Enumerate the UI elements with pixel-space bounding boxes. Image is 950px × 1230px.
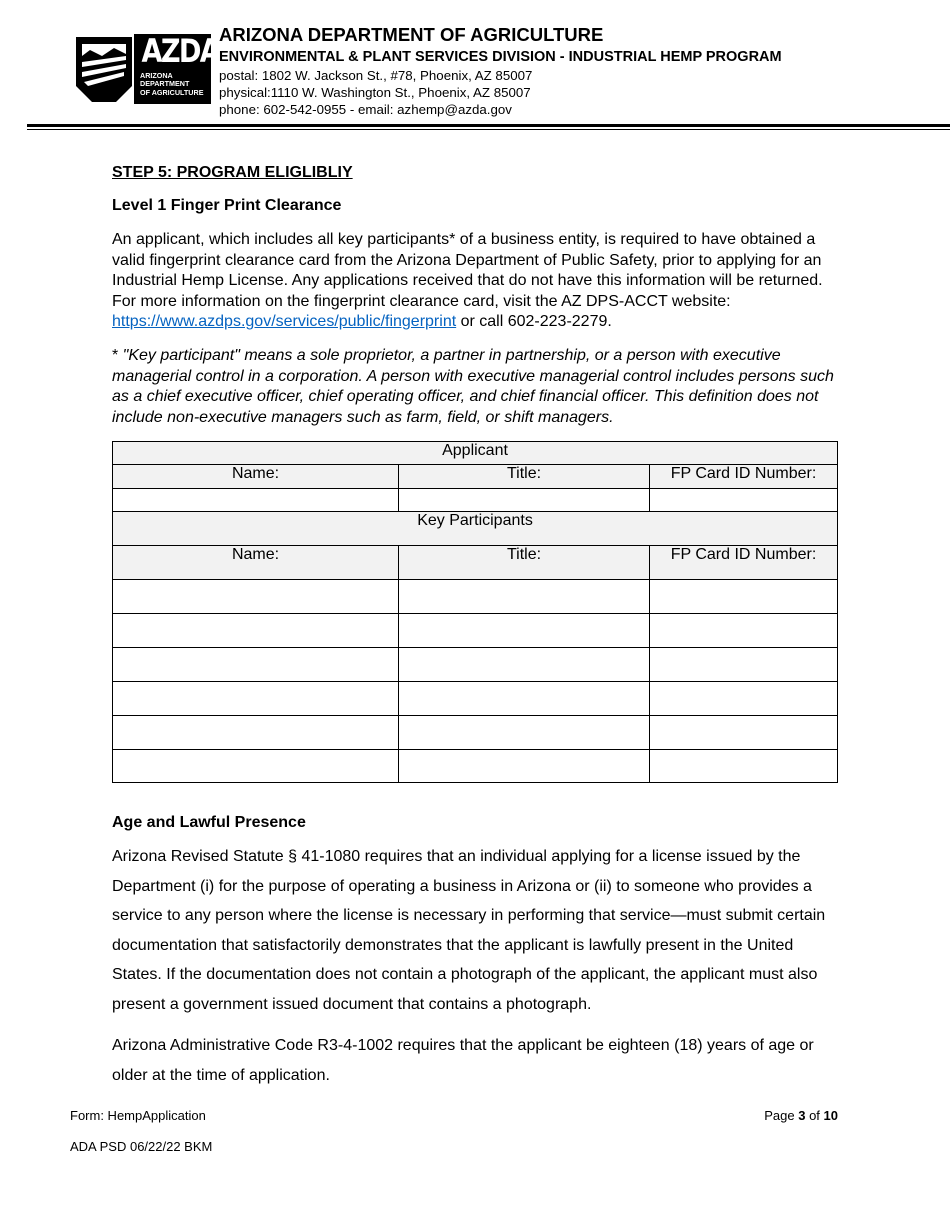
fingerprint-heading: Level 1 Finger Print Clearance <box>112 197 342 214</box>
table-row <box>113 580 838 614</box>
applicant-heading: Applicant <box>113 442 838 465</box>
applicant-fp-cell[interactable] <box>650 489 838 512</box>
agency-title: ARIZONA DEPARTMENT OF AGRICULTURE <box>219 24 604 45</box>
page-total: 10 <box>823 1108 838 1123</box>
azda-logo <box>74 32 220 104</box>
kp-fp-cell[interactable] <box>650 682 838 716</box>
kp-name-cell[interactable] <box>113 580 399 614</box>
logo-sub-3: OF AGRICULTURE <box>140 87 204 97</box>
postal-address: postal: 1802 W. Jackson St., #78, Phoenix, AZ 85007 <box>219 68 533 83</box>
footnote-text: "Key participant" means a sole proprietor, a partner in partnership, or a person with executive managerial control in a corporation. A person with executive managerial control includes persons such as a chief executive officer, chief operating officer, and chief financial officer. This definition does not include non-executive managers such as farm, field, or shift managers. <box>112 347 834 426</box>
kp-name-cell[interactable] <box>113 614 399 648</box>
division-title: ENVIRONMENTAL & PLANT SERVICES DIVISION - INDUSTRIAL HEMP PROGRAM <box>219 49 782 65</box>
key-participants-heading: Key Participants <box>113 512 838 546</box>
fingerprint-table <box>112 441 838 783</box>
kp-title-cell[interactable] <box>399 580 650 614</box>
kp-title-cell[interactable] <box>399 716 650 750</box>
footnote-mark: * <box>112 347 123 364</box>
fingerprint-intro <box>112 230 840 333</box>
kp-name-cell[interactable] <box>113 648 399 682</box>
key-participant-footnote <box>112 346 840 428</box>
kp-fp-cell[interactable] <box>650 614 838 648</box>
kp-title-header: Title: <box>399 546 650 580</box>
applicant-name-cell[interactable] <box>113 489 399 512</box>
table-row <box>113 614 838 648</box>
table-row <box>113 682 838 716</box>
kp-fp-header: FP Card ID Number: <box>650 546 838 580</box>
kp-name-cell[interactable] <box>113 750 399 783</box>
page-current: 3 <box>798 1108 806 1123</box>
header-rule-thin <box>27 129 950 130</box>
table-row <box>113 648 838 682</box>
table-row <box>113 716 838 750</box>
footer-form-name: Form: HempApplication <box>70 1108 206 1123</box>
kp-title-cell[interactable] <box>399 682 650 716</box>
step-heading: STEP 5: PROGRAM ELIGLIBLIY <box>112 164 353 181</box>
footer-version: ADA PSD 06/22/22 BKM <box>70 1139 213 1154</box>
intro-text: An applicant, which includes all key participants* of a business entity, is required to have obtained a valid fingerprint clearance card from the Arizona Department of Public Safety, prior to applying for an Industrial Hemp License. Any applications received that do not have this information will be returned. For more information on the fingerprint clearance card, visit the AZ DPS-ACCT website: <box>112 231 823 310</box>
age-paragraph-2: Arizona Administrative Code R3-4-1002 requires that the applicant be eighteen (18) years of age or older at the time of application. <box>112 1037 814 1084</box>
kp-name-header: Name: <box>113 546 399 580</box>
applicant-name-header: Name: <box>113 465 399 489</box>
kp-title-cell[interactable] <box>399 648 650 682</box>
page-mid: of <box>805 1108 824 1123</box>
kp-name-cell[interactable] <box>113 716 399 750</box>
age-heading: Age and Lawful Presence <box>112 814 306 831</box>
physical-address: physical:1110 W. Washington St., Phoenix, AZ 85007 <box>219 85 531 100</box>
kp-name-cell[interactable] <box>113 682 399 716</box>
header-rule-thick <box>27 124 950 127</box>
logo-sub-1: ARIZONA <box>140 71 173 80</box>
contact-info: phone: 602-542-0955 - email: azhemp@azda.gov <box>219 102 512 117</box>
kp-fp-cell[interactable] <box>650 716 838 750</box>
age-paragraph-1: Arizona Revised Statute § 41-1080 requires that an individual applying for a license issued by the Department (i) for the purpose of operating a business in Arizona or (ii) to someone who provides a service to any person where the license is necessary in performing that service—must submit certain documentation that satisfactorily demonstrates that the applicant is lawfully present in the United States. If the documentation does not contain a photograph of the applicant, the applicant must also present a government issued document that contains a photograph. <box>112 848 826 1013</box>
kp-title-cell[interactable] <box>399 614 650 648</box>
applicant-title-cell[interactable] <box>399 489 650 512</box>
kp-fp-cell[interactable] <box>650 580 838 614</box>
kp-fp-cell[interactable] <box>650 648 838 682</box>
applicant-fp-header: FP Card ID Number: <box>650 465 838 489</box>
kp-title-cell[interactable] <box>399 750 650 783</box>
logo-sub-2: DEPARTMENT <box>140 79 190 89</box>
kp-fp-cell[interactable] <box>650 750 838 783</box>
page-number <box>764 1108 838 1123</box>
azdps-fingerprint-link[interactable]: https://www.azdps.gov/services/public/fingerprint <box>112 313 457 331</box>
page-prefix: Page <box>764 1108 799 1123</box>
applicant-title-header: Title: <box>399 465 650 489</box>
logo-wordmark: AZDA <box>141 32 220 70</box>
table-row <box>113 750 838 783</box>
intro-text-end: or call 602-223-2279. <box>456 313 612 331</box>
